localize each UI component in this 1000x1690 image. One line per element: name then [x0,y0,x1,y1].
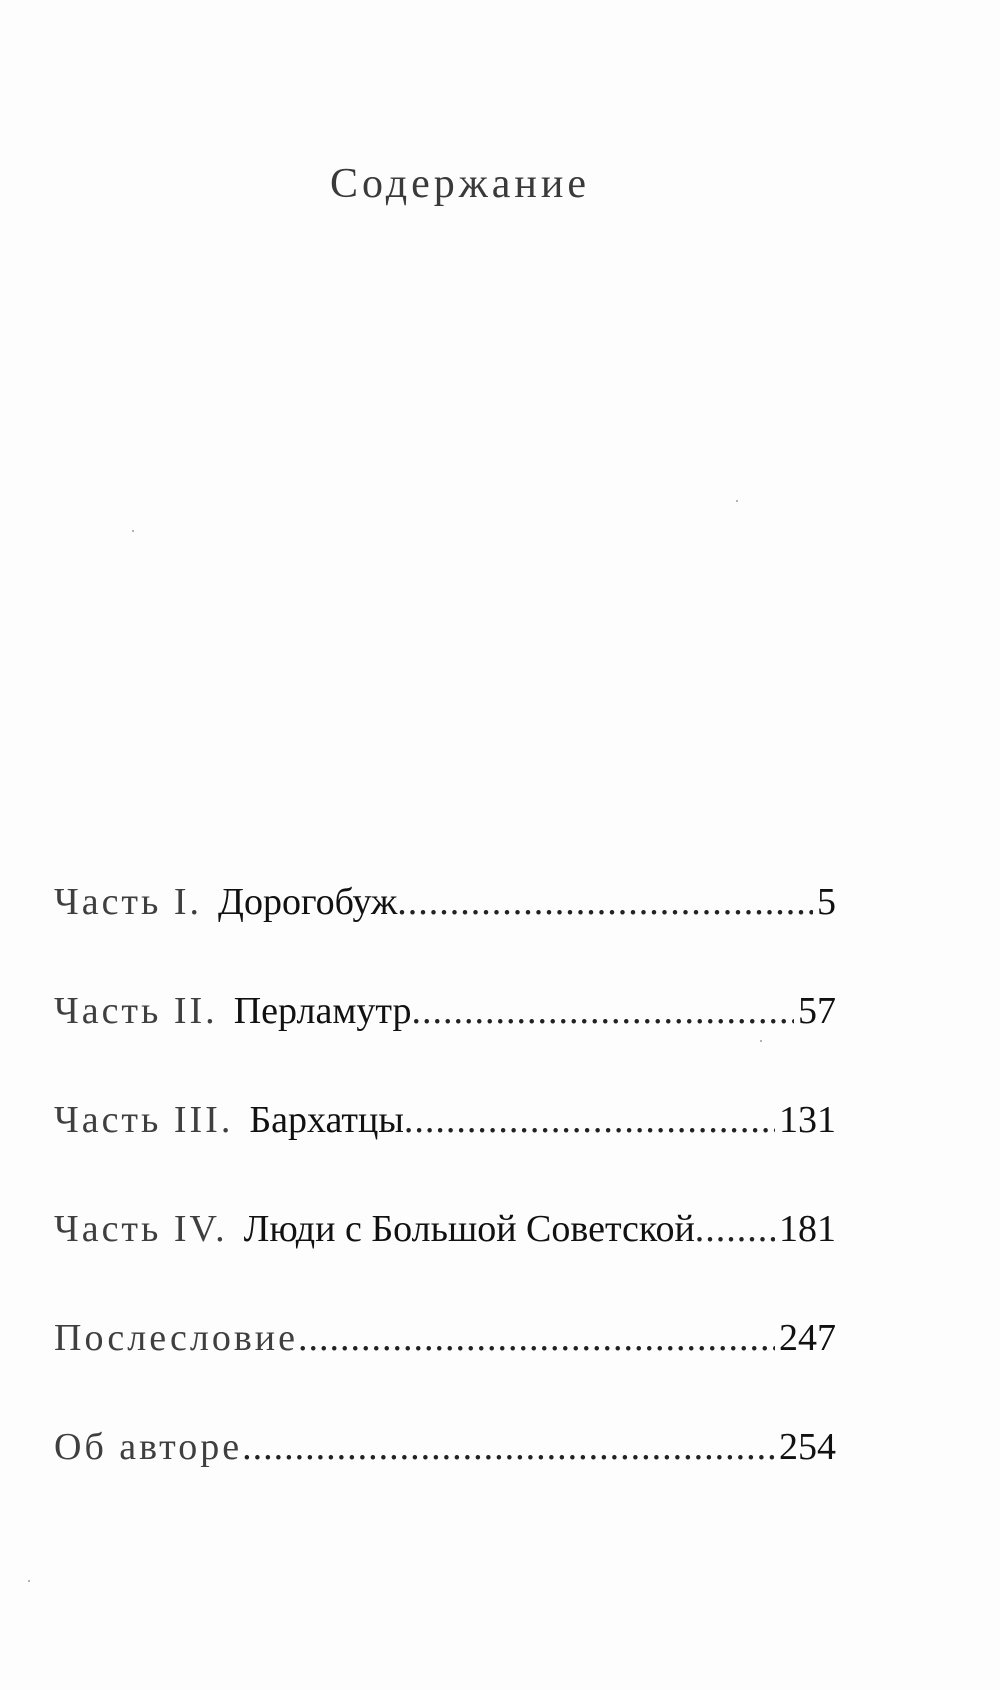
toc-entry[interactable] [54,1316,836,1425]
toc-part-label: Часть IV. [54,1208,228,1250]
toc-entry[interactable] [54,989,836,1098]
toc-part-label: Часть II. [54,990,218,1032]
dot-leader [411,989,794,1033]
paper-speck [132,530,134,532]
toc-page-number: 5 [817,881,836,923]
paper-speck [736,500,738,502]
toc-entry-title: Об авторе [54,1426,243,1468]
toc-page-number: 247 [779,1317,836,1359]
toc-page-number: 131 [779,1099,836,1141]
toc-entry[interactable] [54,1098,836,1207]
paper-speck [28,1580,30,1582]
toc-entry-title: Перламутр [233,990,412,1032]
table-of-contents [54,880,836,1534]
toc-page-number: 254 [779,1426,836,1468]
toc-entry-title: Бархатцы [249,1099,404,1141]
dot-leader [298,1316,775,1360]
dot-leader [397,880,813,924]
dot-leader [695,1207,775,1251]
toc-entry-title: Люди с Большой Советской [243,1208,695,1250]
toc-entry[interactable] [54,1207,836,1316]
toc-part-label: Часть III. [54,1099,234,1141]
toc-entry-title: Дорогобуж [218,881,398,923]
dot-leader [404,1098,775,1142]
toc-entry[interactable] [54,1425,836,1534]
toc-part-label: Часть I. [54,881,203,923]
paper-speck [760,1040,762,1042]
toc-page-number: 57 [798,990,836,1032]
toc-entry[interactable] [54,880,836,989]
toc-page-number: 181 [779,1208,836,1250]
toc-entry-title: Послесловие [54,1317,299,1359]
dot-leader [242,1425,775,1469]
page-title: Содержание [329,161,591,207]
